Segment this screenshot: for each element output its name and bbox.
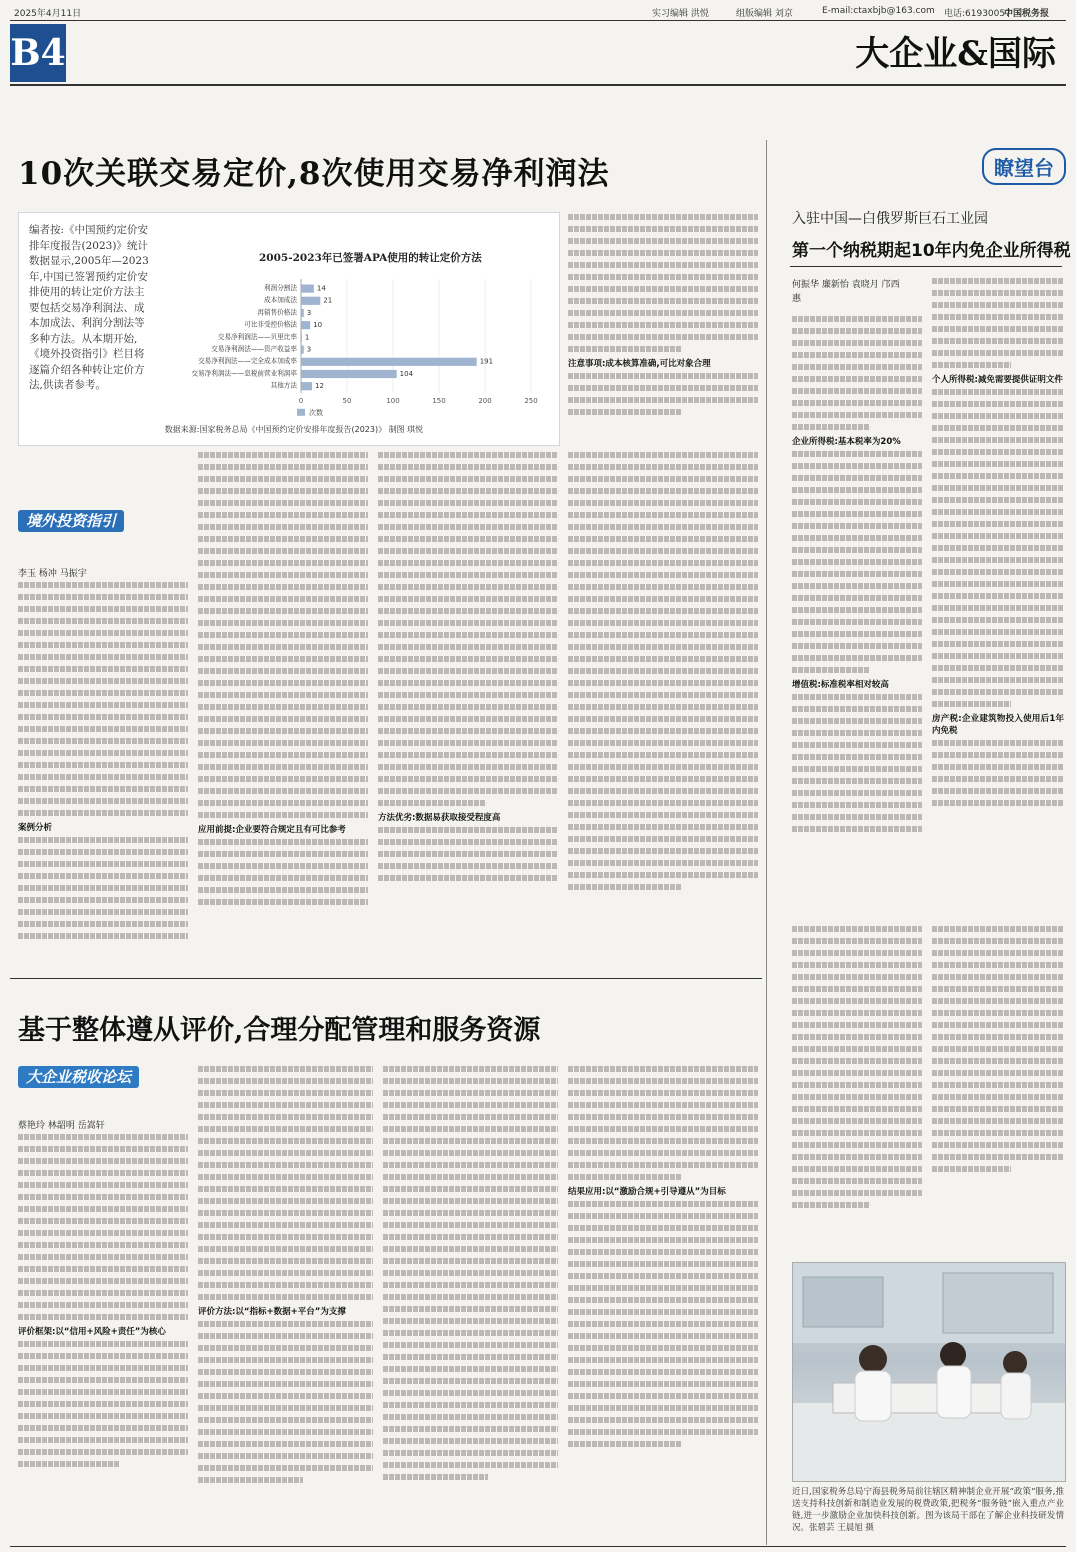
article1-col-2: [198, 452, 368, 962]
category-label: 交易净利润法——贝里比率: [217, 332, 297, 341]
bar: [301, 370, 397, 378]
chart-title: 2005-2023年已签署APA使用的转让定价方法: [259, 252, 482, 264]
x-tick-label: 250: [524, 396, 538, 405]
x-tick-label: 150: [432, 396, 446, 405]
subhead: 注意事项:成本核算准确,可比对象合理: [568, 359, 711, 369]
bar: [301, 309, 304, 317]
category-label: 交易净利润法——息税前营业利润率: [191, 369, 297, 378]
sidebar-divider: [766, 140, 767, 1545]
issue-date: 2025年4月11日: [14, 9, 82, 19]
data-label: 12: [315, 382, 324, 391]
data-label: 3: [306, 345, 312, 354]
article1-col-1: [18, 582, 188, 962]
chart-panel: [18, 212, 560, 446]
category-label: 利润分割法: [264, 284, 297, 292]
category-label: 交易净利润法——完全成本加成率: [198, 357, 297, 366]
category-label: 可比非受控价格法: [244, 320, 297, 329]
column-badge-forum: [18, 1066, 139, 1087]
category-label: 成本加成法: [264, 296, 297, 305]
article2-col-3: [383, 1066, 558, 1544]
photo-illustration: [793, 1263, 1065, 1481]
article-divider: [10, 978, 762, 979]
category-label: 其他方法: [270, 381, 297, 390]
x-tick-label: 200: [478, 396, 492, 405]
header-rule: [10, 20, 1066, 21]
sidebar-col-2: [932, 278, 1064, 916]
contact-email: E-mail:ctaxbjb@163.com: [822, 6, 935, 16]
lookout-badge: 瞭望台: [982, 148, 1066, 185]
article2-col-4: [568, 1066, 758, 1544]
data-label: 191: [479, 357, 494, 366]
x-tick-label: 0: [298, 396, 304, 405]
data-label: 14: [316, 284, 326, 293]
subhead: 评价框架:以“信用+风险+责任”为核心: [18, 1327, 166, 1337]
column-badge-outbound: [18, 510, 124, 531]
subhead: 增值税:标准税率相对较高: [792, 680, 889, 690]
layout-credit: 组版编辑 刘京: [736, 9, 793, 19]
subhead: 结果应用:以“激励合规+引导遵从”为目标: [568, 1187, 726, 1197]
bar: [301, 321, 310, 329]
article1-headline: 10次关联交易定价,8次使用交易净利润法: [18, 156, 610, 192]
article1-col-top: [568, 214, 758, 444]
subhead: 评价方法:以“指标+数据+平台”为支撑: [198, 1307, 346, 1317]
article2-col-1: [18, 1134, 188, 1544]
data-label: 104: [399, 369, 414, 378]
sidebar-col-3: [792, 926, 922, 1246]
bar: [301, 346, 304, 354]
bar: [301, 333, 302, 341]
data-label: 3: [306, 308, 312, 317]
sidebar-byline: 何振华 廉新怡 袁晓月 邝西惠: [792, 280, 900, 304]
subhead: 房产税:企业建筑物投入使用后1年内免税: [932, 714, 1064, 736]
sidebar-col-4: [932, 926, 1064, 1246]
newspaper-name: 中国税务报: [1004, 9, 1050, 19]
chart-source: 数据来源:国家税务总局《中国预约定价安排年度报告(2023)》 制图 琪悦: [164, 425, 424, 434]
article2-col-2: [198, 1066, 373, 1544]
legend-label: 次数: [309, 408, 323, 417]
sidebar-rule: [790, 266, 1062, 267]
x-tick-label: 50: [342, 396, 352, 405]
sidebar-kicker: 入驻中国—白俄罗斯巨石工业园: [792, 211, 988, 227]
subhead: 应用前提:企业要符合规定且有可比参考: [198, 825, 346, 835]
page-number-tag: B4: [10, 24, 66, 82]
article2-byline: 蔡艳玲 林韶明 岳嵩轩: [18, 1121, 105, 1131]
x-tick-label: 100: [386, 396, 400, 405]
category-label: 再销售价格法: [257, 308, 297, 317]
apa-method-chart: [159, 221, 554, 439]
article1-col-3: [378, 452, 558, 962]
column-badge-label: 境外投资指引: [18, 510, 124, 532]
bar: [301, 382, 312, 390]
masthead-bar: [14, 6, 1064, 20]
article1-col-4: [568, 452, 758, 962]
footer-rule: [10, 1546, 1066, 1547]
subhead: 企业所得税:基本税率为20%: [792, 437, 901, 447]
sidebar-col-1: [792, 316, 922, 916]
bar: [301, 358, 477, 366]
section-title: 大企业&国际: [855, 34, 1056, 74]
contact-phone: 电话:61930057: [944, 9, 1011, 19]
bar: [301, 297, 320, 305]
section-rule: [10, 84, 1066, 86]
data-label: 1: [304, 333, 310, 342]
category-label: 交易净利润法——资产收益率: [211, 345, 297, 353]
bar: [301, 285, 314, 293]
data-label: 10: [313, 321, 323, 330]
subhead: 方法优劣:数据易获取接受程度高: [378, 813, 501, 823]
legend-swatch: [297, 409, 305, 416]
data-label: 21: [323, 296, 333, 305]
subhead: 个人所得税:减免需要提供证明文件: [932, 375, 1063, 385]
column-badge-label: 大企业税收论坛: [18, 1066, 139, 1088]
article1-byline: 李玉 杨冲 马振宇: [18, 569, 87, 579]
editor-credit: 实习编辑 洪悦: [652, 9, 709, 19]
photo-caption: 近日,国家税务总局宁海县税务局前往辖区精神制企业开展“政策”服务,推送支持科技创新和制造业发展的税费政策,把税务“服务链”嵌入重点产业链,进一步激励企业加快科技创新。图为该局干部在了解企业科技研发情况。张碧芸 王晨旭 摄: [792, 1487, 1064, 1533]
news-photo: [792, 1262, 1066, 1482]
sidebar-headline: 第一个纳税期起10年内免企业所得税: [792, 241, 1071, 261]
editor-note: 编者按:《中国预约定价安排年度报告(2023)》统计数据显示,2005年—2023年,中国已签署预约定价安排使用的转让定价方法主要包括交易净利润法、成本加成法、利润分割法等多种方法。从本期开始,《境外投资指引》栏目将逐篇介绍各种转让定价方法,供读者参考。: [29, 224, 149, 391]
subhead: 案例分析: [18, 823, 53, 833]
article2-headline: 基于整体遵从评价,合理分配管理和服务资源: [18, 1015, 541, 1046]
